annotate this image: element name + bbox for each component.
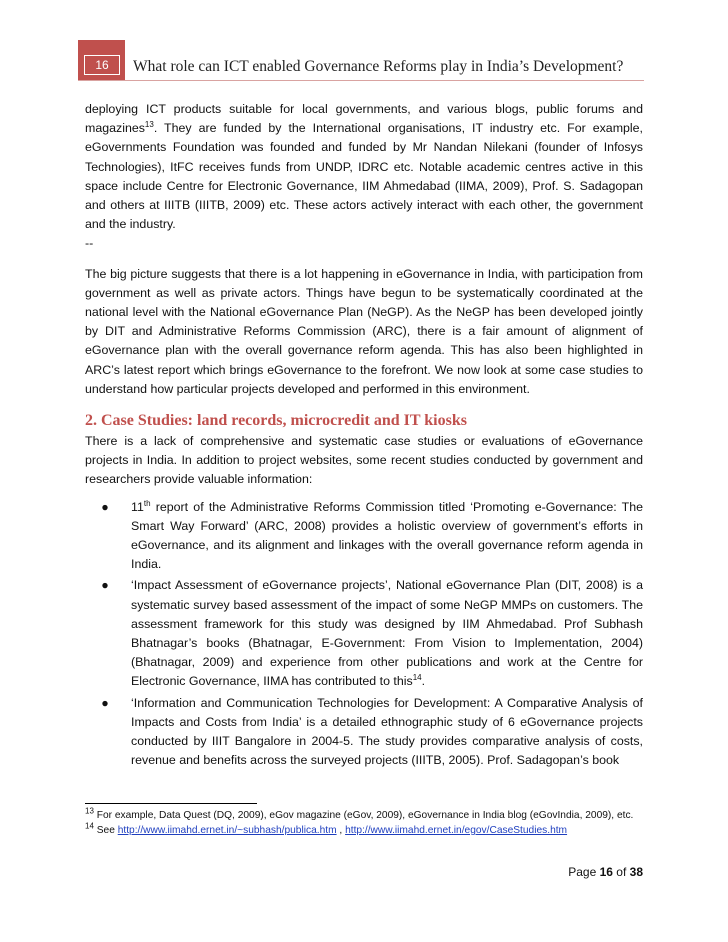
link-subhash-publications[interactable]: http://www.iimahd.ernet.in/~subhash/publica.htm — [117, 825, 337, 836]
header-title: What role can ICT enabled Governance Reforms play in India’s Development? — [133, 58, 624, 75]
footnotes — [85, 808, 643, 838]
section-intro: There is a lack of comprehensive and systematic case studies or evaluations of eGovernance projects in India. In addition to project websites, some recent studies conducted by government and researchers provide valuable information: — [85, 434, 643, 487]
separator: -- — [85, 236, 94, 251]
bullet-icon: ● — [101, 578, 109, 593]
paragraph-1: deploying ICT products suitable for local governments, and various blogs, public forums and magazines$^{13}$. They are funded by the International organisations, IT industry etc. For example, eGovernments Foundation was founded and funded by Mr Nandan Nilekani (founder of Infosys Technologies), ItFC receives funds from UNDP, IDRC etc. Notable academic centres active in this space include Centre for Electronic Governance, IIM Ahmedabad (IIMA, 2009), Prof. S. Sadagopan and others at IIITB (IIITB, 2009) etc. These actors actively interact with each other, the government and the industry. — [85, 102, 643, 232]
section-heading: 2. Case Studies: land records, microcredit and IT kiosks — [85, 412, 467, 430]
footnote-divider — [85, 803, 257, 804]
list-item: ● 11th report of the Administrative Reforms Commission titled ‘Promoting e-Governance: The Smart Way Forward’ (ARC, 2008) provides a holistic overview of government’s efforts in eGovernance, and its alignment and linkages with the overall governance reform agenda in India. — [101, 498, 643, 572]
page-body — [85, 100, 643, 773]
footnote-ref-14[interactable]: 14 — [412, 673, 422, 683]
bullet-icon: ● — [101, 499, 109, 514]
page-footer: Page 16 of 38 — [568, 865, 643, 879]
bullet-icon: ● — [101, 695, 109, 710]
footnote-ref-13[interactable]: 13 — [144, 120, 154, 130]
paragraph-2: The big picture suggests that there is a lot happening in eGovernance in India, with participation from government as well as private actors. Things have begun to be systematically coordinated at the national level with the National eGovernance Plan (NeGP). As the NeGP has been developed jointly by DIT and Administrative Reforms Commission (ARC), there is a fair amount of alignment of eGovernance plan with the overall governance reform agenda. This has also been highlighted in ARC’s latest report which brings eGovernance to the forefront. We now look at some case studies to understand how particular projects developed and performed in this environment. — [85, 266, 643, 396]
header-page-number: 16 — [84, 55, 120, 75]
footnote-14: $^{14}$ See http://www.iimahd.ernet.in/~subhash/publica.htm , http://www.iimahd.ernet.in/egov/CaseStudies.htm — [85, 821, 568, 836]
list-item: ● ‘Information and Communication Technologies for Development: A Comparative Analysis of Impacts and Costs from India’ is a detailed ethnographic study of 6 eGovernance projects conducted by IIIT Bangalore in 2004-5. The study provides comparative analysis of costs, revenue and benefits across the surveyed projects (IIITB, 2005). Prof. Sadagopan’s book — [101, 695, 643, 768]
study-list — [85, 498, 643, 771]
list-item: ● ‘Impact Assessment of eGovernance projects’, National eGovernance Plan (DIT, 2008) is a systematic survey based assessment of the impact of some NeGP MMPs on customers. The assessment framework for this study was designed by IIM Ahmedabad. Prof Subhash Bhatnagar’s books (Bhatnagar, E-Government: From Vision to Implementation, 2004) (Bhatnagar, 2009) and experience from other publications and work at the Centre for Electronic Governance, IIMA has contributed to this$^{14}$. — [101, 578, 643, 689]
link-egov-case-studies[interactable]: http://www.iimahd.ernet.in/egov/CaseStudies.htm — [345, 825, 568, 836]
header-rule — [78, 80, 644, 81]
footnote-13: $^{13}$ For example, Data Quest (DQ, 2009), eGov magazine (eGov, 2009), eGovernance in India blog (eGovIndia, 2009), etc. — [85, 806, 634, 821]
